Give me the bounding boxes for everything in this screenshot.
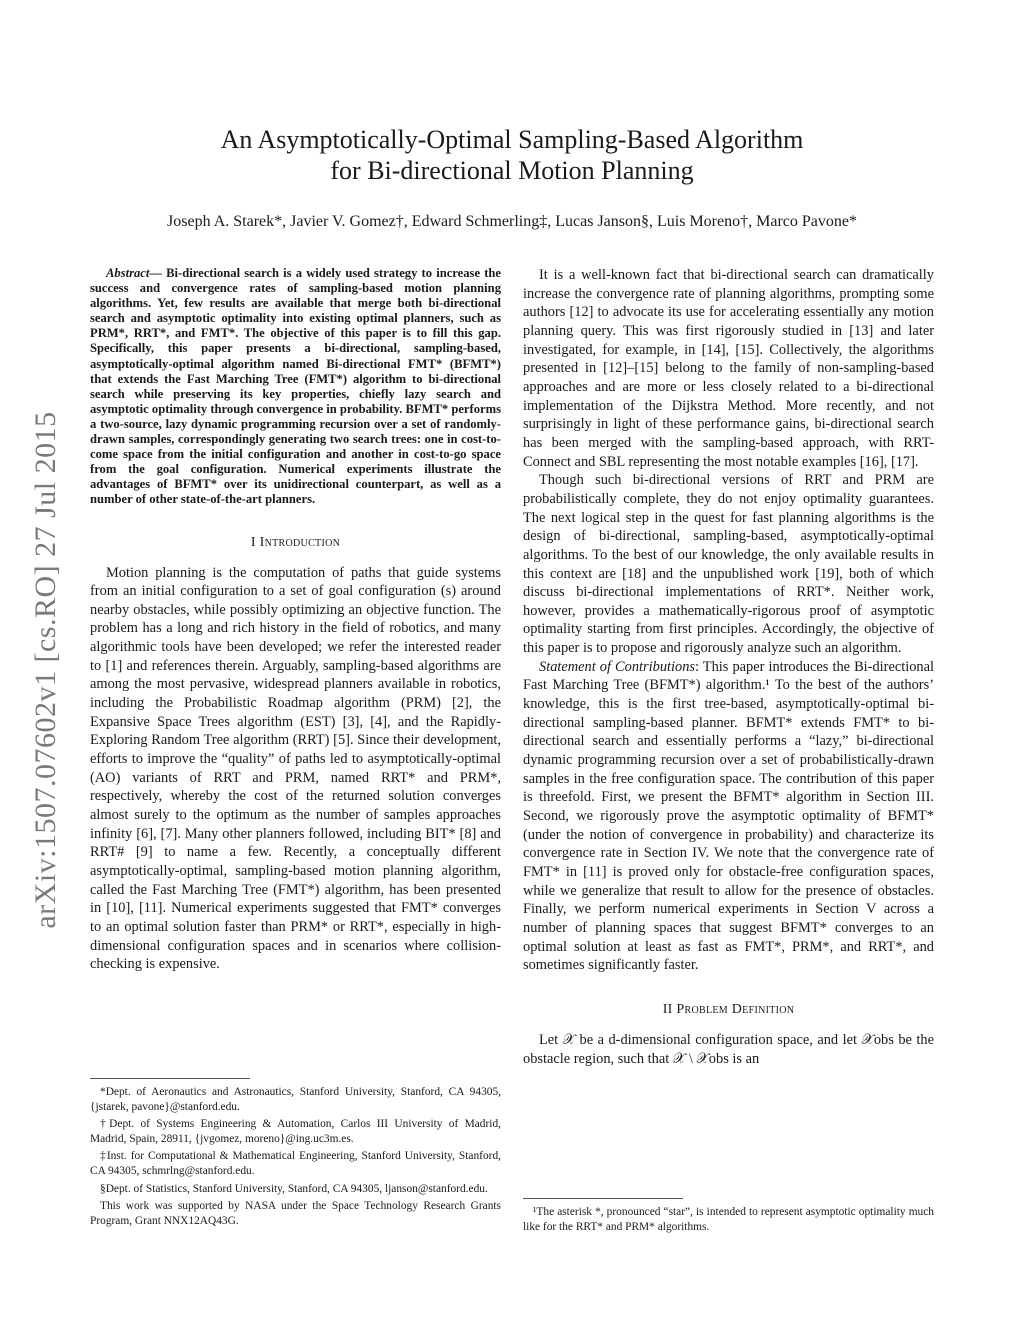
affiliation-footnotes	[90, 1078, 501, 1231]
abstract-text: Bi-directional search is a widely used strategy to increase the success and convergence rates of sampling-based motion planning algorithms. Yet, few results are available that merge both bi-directional search and asymptotic optimality into existing optimal planners, such as PRM*, RRT*, and FMT*. The objective of this paper is to fill this gap. Specifically, this paper presents a bi-directional, sampling-based, asymptotically-optimal algorithm named Bi-directional FMT* (BFMT*) that extends the Fast Marching Tree (FMT*) algorithm to bi-directional search while preserving its key properties, chiefly lazy search and asymptotic optimality through convergence in probability. BFMT* performs a two-source, lazy dynamic programming recursion over a set of randomly-drawn samples, correspondingly generating two search trees: one in cost-to-come space from the initial configuration and another in cost-to-go space from the goal configuration. Numerical experiments illustrate the advantages of BFMT* over its unidirectional counterpart, as well as a number of other state-of-the-art planners.	[90, 266, 501, 507]
contributions-paragraph	[523, 658, 934, 975]
abstract	[90, 266, 501, 508]
author-list: Joseph A. Starek*, Javier V. Gomez†, Edward Schmerling‡, Lucas Janson§, Luis Moreno†, Marco Pavone*	[167, 213, 857, 230]
right-footnotes	[523, 1198, 934, 1237]
title-line-1: An Asymptotically-Optimal Sampling-Based Algorithm	[220, 125, 804, 154]
footnote-funding: This work was supported by NASA under the Space Technology Research Grants Program, Grant NNX12AQ43G.	[90, 1200, 501, 1227]
abstract-label: Abstract—	[106, 266, 162, 280]
footnote-rule	[90, 1078, 250, 1079]
problem-definition-paragraph: Let 𝒳 be a d-dimensional configuration space, and let 𝒳obs be the obstacle region, such that 𝒳 \ 𝒳obs is an	[523, 1031, 934, 1067]
right-paragraph-1: It is a well-known fact that bi-directional search can dramatically increase the convergence rate of planning algorithms, prompting some authors [12] to advocate its use for accelerating essentially any motion planning query. This was first rigorously studied in [13] and later investigated, for example, in [14], [15]. Collectively, the algorithms presented in [12]–[15] belong to the family of non-sampling-based approaches and are more or less closely related to a bi-directional implementation of the Dijkstra Method. More recently, and not surprisingly in light of these performance gains, bi-directional search has been merged with the sampling-based approach, with RRT-Connect and SBL representing the most notable examples [16], [17].	[523, 267, 934, 470]
paper-title	[90, 124, 934, 186]
section-heading-introduction: I Introduction	[250, 534, 341, 550]
footnote-asterisk: ¹The asterisk *, pronounced “star”, is intended to represent asymptotic optimality much like for the RRT* and PRM* algorithms.	[523, 1206, 934, 1233]
section-heading-problem-definition: II Problem Definition	[662, 1001, 795, 1017]
left-column	[90, 266, 501, 974]
right-column	[523, 266, 934, 1068]
right-paragraph-2: Though such bi-directional versions of RRT and PRM are probabilistically complete, they do not enjoy optimality guarantees. The next logical step in the quest for fast planning algorithms is the design of bi-directional, sampling-based, asymptotically-optimal algorithms. To the best of our knowledge, the only available results in this context are [18] and the unpublished work [19], both of which discuss bi-directional implementations of RRT*. Neither work, however, provides a mathematically-rigorous proof of asymptotic optimality starting from first principles. Accordingly, the objective of this paper is to propose and rigorously analyze such an algorithm.	[523, 472, 934, 657]
footnote-affiliation-3: ‡Inst. for Computational & Mathematical Engineering, Stanford University, Stanford, CA 94305, schmrlng@stanford.edu.	[90, 1150, 501, 1177]
footnote-affiliation-1: *Dept. of Aeronautics and Astronautics, Stanford University, Stanford, CA 94305, {jstarek, pavone}@stanford.edu.	[90, 1086, 501, 1113]
footnote-affiliation-4: §Dept. of Statistics, Stanford University, Stanford, CA 94305, ljanson@stanford.edu.	[100, 1182, 488, 1195]
arxiv-identifier: arXiv:1507.07602v1 [cs.RO] 27 Jul 2015	[29, 411, 62, 929]
arxiv-sidebar	[18, 370, 74, 970]
contributions-text: : This paper introduces the Bi-directional Fast Marching Tree (BFMT*) algorithm.¹ To the best of the authors’ knowledge, this is the first tree-based, asymptotically-optimal bi-directional sampling-based planner. BFMT* extends FMT* to bi-directional search and essentially performs a “lazy,” bi-directional dynamic programming recursion over a set of probabilistically-drawn samples in the free configuration space. The contribution of this paper is threefold. First, we present the BFMT* algorithm in Section III. Second, we rigorously prove the asymptotic optimality of BFMT* (under the notion of convergence in probability) and characterize its convergence rate in Section IV. We note that the convergence rate of FMT* in [11] is proved only for obstacle-free configuration spaces, while we generalize that result to allow for the presence of obstacles. Finally, we perform numerical experiments in Section V across a number of planning spaces that suggest BFMT* converges to an optimal solution at least as fast as FMT*, PRM*, and RRT*, and sometimes significantly faster.	[523, 658, 934, 974]
footnote-affiliation-2: †Dept. of Systems Engineering & Automation, Carlos III University of Madrid, Madrid, Spain, 28911, {jvgomez, moreno}@ing.uc3m.es.	[90, 1118, 501, 1145]
title-line-2: for Bi-directional Motion Planning	[330, 156, 694, 185]
contributions-label: Statement of Contributions	[539, 658, 696, 675]
intro-paragraph: Motion planning is the computation of paths that guide systems from an initial configuration to a set of goal configuration (s) around nearby obstacles, while possibly optimizing an objective function. The problem has a long and rich history in the field of robotics, and many algorithmic tools have been developed; we refer the interested reader to [1] and references therein. Arguably, sampling-based algorithms are among the most pervasive, widespread planners available in robotics, including the Probabilistic Roadmap algorithm (PRM) [2], the Expansive Space Trees algorithm (EST) [3], [4], and the Rapidly-Exploring Random Tree algorithm (RRT) [5]. Since their development, efforts to improve the “quality” of paths led to asymptotically-optimal (AO) variants of RRT and PRM, named RRT* and PRM*, respectively, whereby the cost of the returned solution converges almost surely to the optimum as the number of samples approaches infinity [6], [7]. Many other planners followed, including BIT* [8] and RRT# [9] to name a few. Recently, a conceptually different asymptotically-optimal, sampling-based motion planning algorithm, called the Fast Marching Tree (FMT*) algorithm, has been presented in [10], [11]. Numerical experiments suggested that FMT* converges to an optimal solution faster than PRM* or RRT*, especially in high-dimensional configuration spaces and in scenarios where collision-checking is expensive.	[90, 564, 501, 973]
footnote-rule-right	[523, 1198, 683, 1199]
